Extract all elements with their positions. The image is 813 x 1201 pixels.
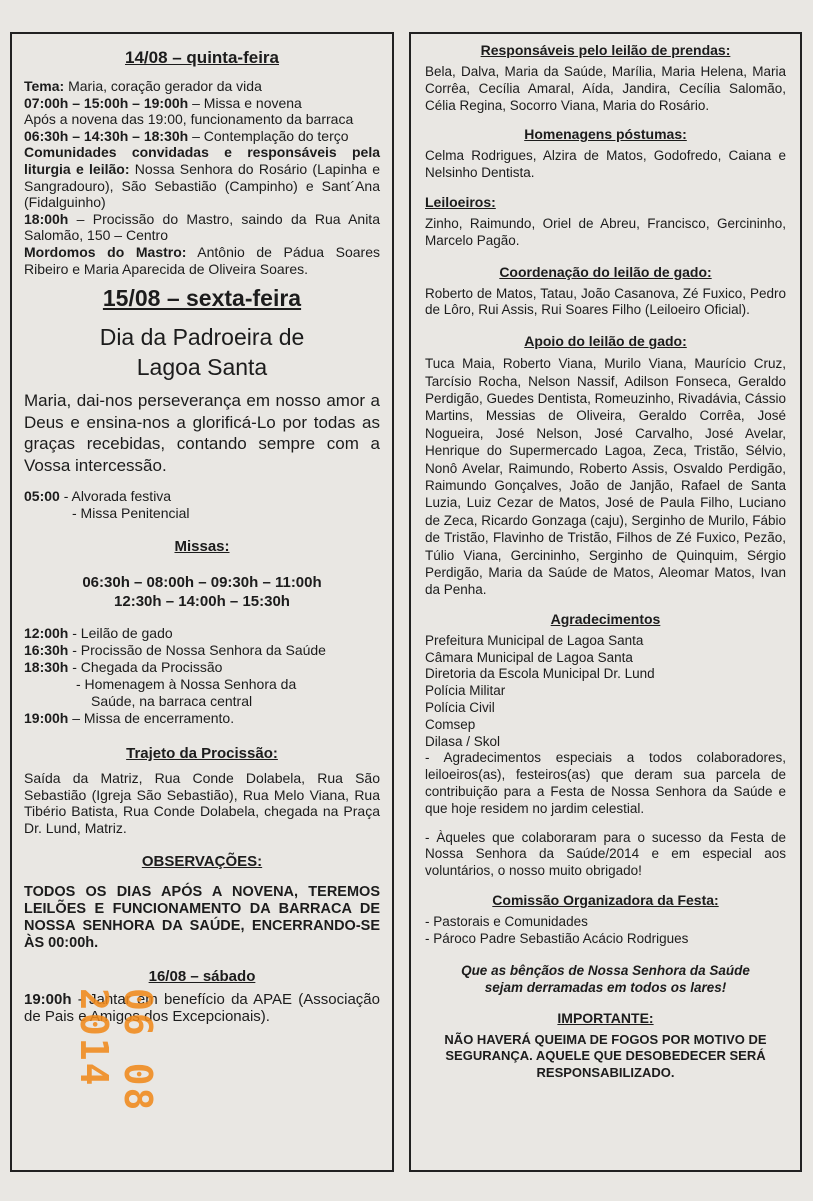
trajeto-text: Saída da Matriz, Rua Conde Dolabela, Rua São Sebastião (Igreja São Sebastião), Rua Melo Viana, Rua Tibério Batista, Rua Conde Dolabela, chegada na Praça Dr. Lund, Matriz. (24, 770, 380, 836)
thursday-header: 14/08 – quinta-feira (124, 48, 279, 67)
saturday-text: 19:00h - Jantar em benefício da APAE (Associação de Pais e Amigos dos Excepcionais). (24, 990, 380, 1025)
date-stamp: 06 08 2014 (72, 988, 160, 1113)
mordomos-line: Mordomos do Mastro: Antônio de Pádua Soares Ribeiro e Maria Aparecida de Oliveira Soares. (24, 243, 380, 277)
trajeto-header: Trajeto da Procissão: (126, 745, 278, 763)
observacoes-header: OBSERVAÇÕES: (141, 852, 263, 870)
list-item: Prefeitura Municipal de Lagoa Santa (425, 632, 644, 648)
importante-header: IMPORTANTE: (557, 1009, 654, 1026)
missas-header: Missas: (174, 538, 230, 556)
blessing-quote: Que as bênçãos de Nossa Senhora da Saúde sejam derramadas em todos os lares! (461, 962, 750, 995)
coordenacao-text: Roberto de Matos, Tatau, João Casanova, Zé Fuxico, Pedro de Lôro, Rui Assis, Rui Soares Filho (Leiloeiro Oficial). (425, 285, 786, 318)
left-column (10, 32, 394, 1172)
list-item: Polícia Militar (425, 683, 506, 699)
event-leilao: 12:00h - Leilão de gado (24, 625, 173, 642)
schedule-missa-penitencial: - Missa Penitencial (72, 505, 190, 522)
event-encerramento: 19:00h – Missa de encerramento. (24, 710, 235, 727)
apoio-header: Apoio do leilão de gado: (524, 333, 687, 350)
agradecimentos-header: Agradecimentos (550, 610, 661, 627)
apoio-text: Tuca Maia, Roberto Viana, Murilo Viana, Maurício Cruz, Tarcísio Rocha, Nelson Nassif, Adilson Fonseca, Geraldo Perdigão, Guedes Dentista, Romeuzinho, Rivadávia, Cássio Martins, Messias de Oliveira, Geraldo Corrêa, José Nogueira, José Nelson, José Carvalho, José Avelar, Henrique do Supermercado Lagoa, Zeca, Tristão, Sélvio, Nonô Avelar, Raimundo, Roberto Assis, Osvaldo Perdigão, Raimundo Gonçalves, João de Janjão, Rafael de Santa Luzia, Luiz Cezar de Matos, José de Paula Filho, Luciano de Zeca, Ricardo Gonzaga (caju), Serginho de Murilo, Fábio de Tristão, Flavinho de Tristão, Filhos de Zé Fuxico, Pezão, Túlio Viana, Gercininho, Serginho de Quinquim, Sérgio Perdigão, Maria da Saúde de Matos, Aleomar Matos, Ivan da Penha. (425, 356, 786, 598)
list-item: Câmara Municipal de Lagoa Santa (425, 649, 633, 665)
coordenacao-header: Coordenação do leilão de gado: (499, 263, 712, 280)
list-item: Polícia Civil (425, 700, 495, 716)
list-item: Diretoria da Escola Municipal Dr. Lund (425, 666, 655, 682)
padroeira-title: Dia da Padroeira de Lagoa Santa (99, 324, 305, 381)
comissao-header: Comissão Organizadora da Festa: (492, 892, 719, 909)
observacoes-text: TODOS OS DIAS APÓS A NOVENA, TEREMOS LEILÕES E FUNCIONAMENTO DA BARRACA DE NOSSA SENHORA DA SAÚDE, ENCERRANDO-SE ÀS 00:00h. (24, 883, 380, 951)
leiloeiros-header: Leiloeiros: (425, 193, 496, 210)
event-procissao: 16:30h - Procissão de Nossa Senhora da Saúde (24, 642, 326, 659)
comissao-item-pastorais: - Pastorais e Comunidades (425, 914, 588, 930)
friday-header: 15/08 – sexta-feira (102, 285, 302, 312)
prayer-text: Maria, dai-nos perseverança em nosso amor a Deus e ensina-nos a glorificá-Lo por todas as graças recebidas, contando sempre com a Vossa intercessão. (24, 391, 380, 475)
responsaveis-text: Bela, Dalva, Maria da Saúde, Marília, Maria Helena, Maria Corrêa, Cecília Amaral, Aída, Jandira, Cecília Salomão, Célia Regina, Socorro Viana, Maria do Rosário. (425, 64, 786, 113)
homenagens-header: Homenagens póstumas: (524, 126, 687, 143)
leiloeiros-text: Zinho, Raimundo, Oriel de Abreu, Francisco, Gercininho, Marcelo Pagão. (425, 215, 786, 248)
comissao-item-paroco: - Pároco Padre Sebastião Acácio Rodrigues (425, 930, 689, 946)
event-chegada: 18:30h - Chegada da Procissão (24, 659, 223, 676)
event-homenagem-cont: Saúde, na barraca central (91, 693, 253, 710)
list-item: Comsep (425, 716, 476, 732)
comunidades-line: Comunidades convidadas e responsáveis pela liturgia e leilão: Nossa Senhora do Rosário (Lapinha e Sangradouro), São Sebastião (Campinho) e Sant´Ana (Fidalguinho) (24, 144, 380, 211)
list-item: Dilasa / Skol (425, 733, 501, 749)
saturday-header: 16/08 – sábado (148, 967, 256, 985)
mass-times-line: 07:00h – 15:00h – 19:00h – Missa e novena (24, 94, 302, 111)
homenagens-text: Celma Rodrigues, Alzira de Matos, Godofredo, Caiana e Nelsinho Dentista. (425, 148, 786, 181)
tema-line: Tema: Maria, coração gerador da vida (24, 78, 262, 94)
terco-line: 06:30h – 14:30h – 18:30h – Contemplação do terço (24, 127, 349, 144)
responsaveis-header: Responsáveis pelo leilão de prendas: (480, 42, 731, 58)
missas-times: 06:30h – 08:00h – 09:30h – 11:00h 12:30h – 14:00h – 15:30h (82, 574, 322, 611)
barraca-line: Após a novena das 19:00, funcionamento da barraca (24, 111, 354, 128)
event-homenagem: - Homenagem à Nossa Senhora da (76, 676, 297, 693)
procissao-mastro-line: 18:00h – Procissão do Mastro, saindo da Rua Anita Salomão, 150 – Centro (24, 210, 380, 244)
agradecimentos-especiais: - Agradecimentos especiais a todos colaboradores, leiloeiros(as), festeiros(as) que deram sua parcela de contribuição para a Festa de Nossa Senhora da Saúde e que hoje residem no jardim celestial. (425, 750, 786, 816)
right-column (409, 32, 802, 1172)
importante-text: NÃO HAVERÁ QUEIMA DE FOGOS POR MOTIVO DE SEGURANÇA. AQUELE QUE DESOBEDECER SERÁ RESPONSABILIZADO. (444, 1031, 767, 1080)
agradecimentos-list (425, 633, 786, 751)
agradecimentos-voluntarios: - Àqueles que colaboraram para o sucesso da Festa de Nossa Senhora da Saúde/2014 e em especial aos voluntários, o nosso muito obrigado! (425, 829, 786, 879)
schedule-alvorada: 05:00 - Alvorada festiva (24, 488, 172, 505)
